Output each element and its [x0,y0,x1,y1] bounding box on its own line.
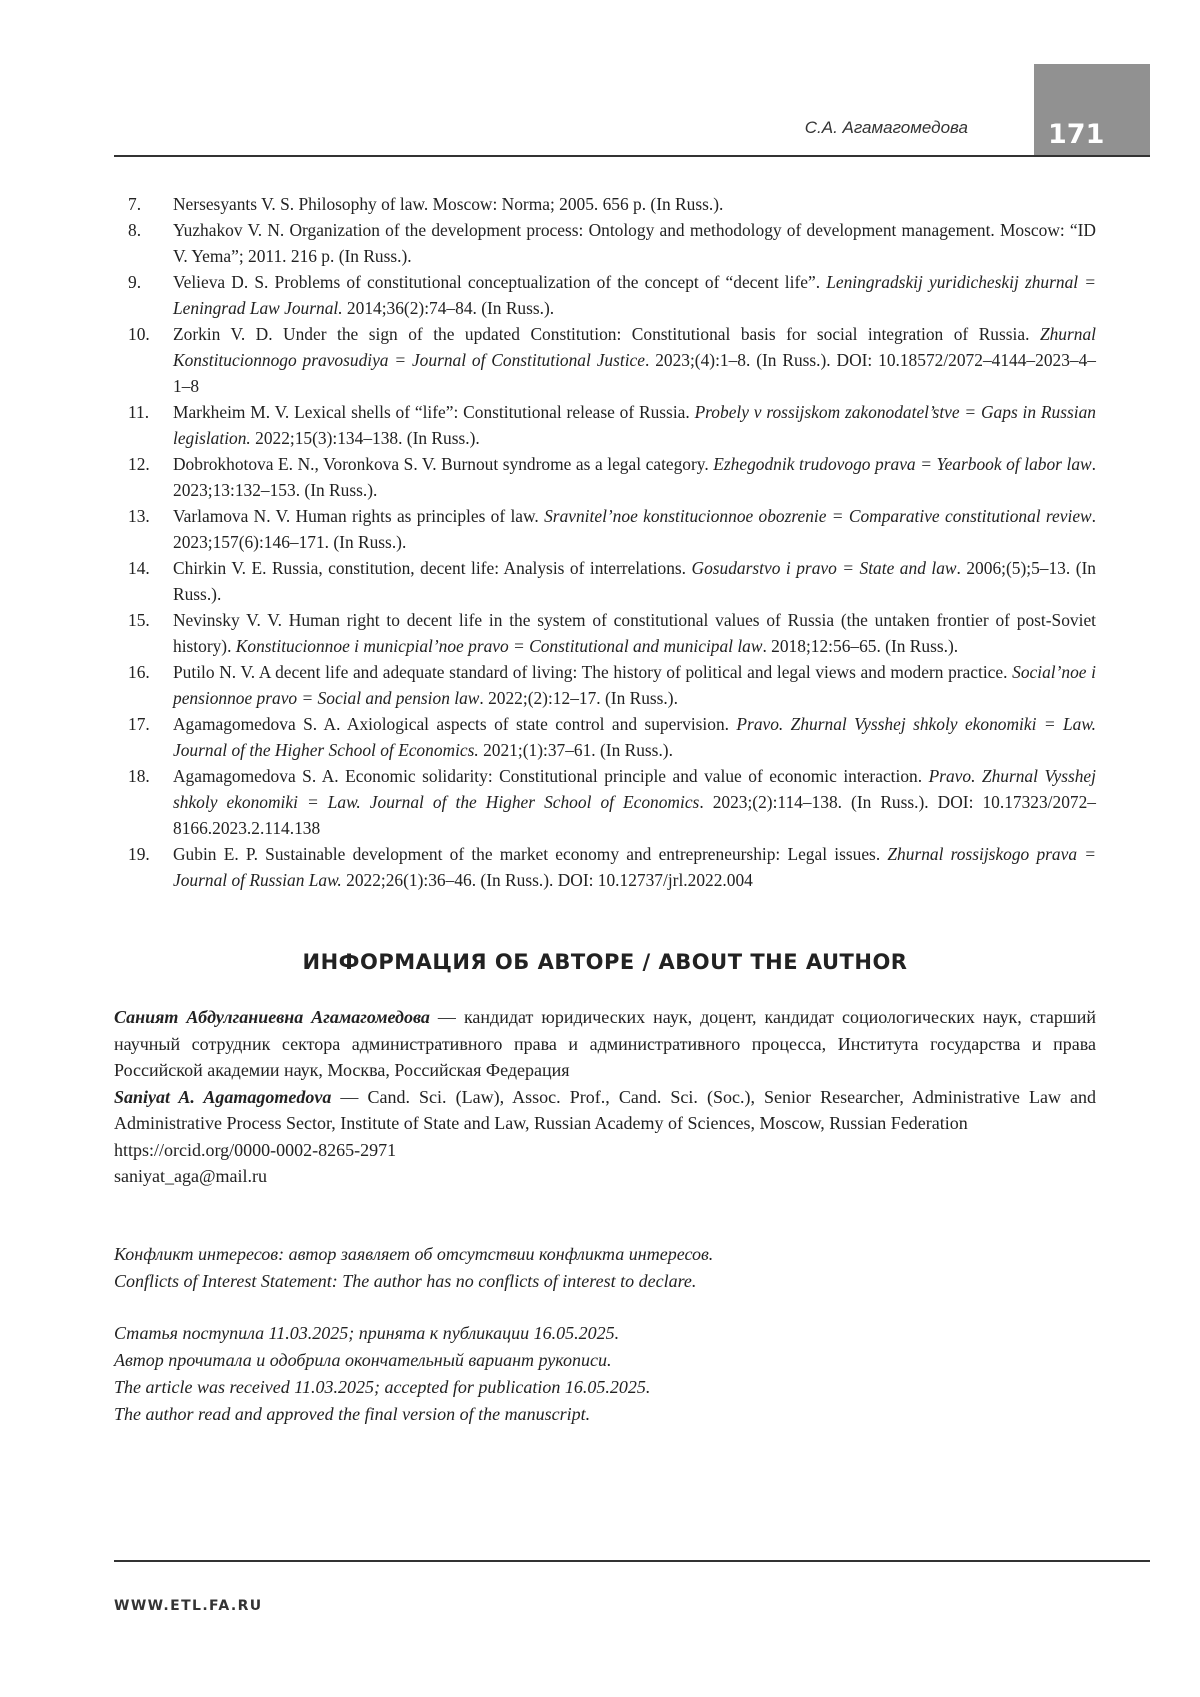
reference-text: Gubin E. P. Sustainable development of the market economy and entrepreneurship: Legal issues. [173,844,888,864]
reference-source: Gosudarstvo i pravo = State and law [691,558,957,578]
author-desc-en: — Cand. Sci. (Law), Assoc. Prof., Cand. Sci. (Soc.), Senior Researcher, Administrative Law and Administrative Process Sector, Institute of State and Law, Russian Academy of Sciences, Moscow, Russian Federation [114,1086,1097,1133]
reference-source: Social’noe i pensionnoe pravo = Social and pension law [173,662,1096,708]
dates-approved-ru: Автор прочитала и одобрила окончательный вариант рукописи. [114,1350,612,1370]
reference-text: Agamagomedova S. A. Axiological aspects of state control and supervision. [173,714,737,734]
reference-text: 2022;26(1):36–46. (In Russ.). DOI: 10.12737/jrl.2022.004 [341,870,753,890]
reference-number: 18. [128,766,150,786]
reference-text: . 2023;157(6):146–171. (In Russ.). [173,506,1097,552]
page-number: 171 [1048,119,1105,150]
reference-number: 11. [128,402,150,422]
reference-number: 10. [128,324,150,344]
reference-text: . 2023;13:132–153. (In Russ.). [173,454,1096,500]
reference-text: Zorkin V. D. Under the sign of the updated Constitution: Constitutional basis for social integration of Russia. [173,324,1040,344]
reference-item [114,555,1096,607]
reference-source: Konstitucionnoe i municpial’noe pravo = Constitutional and municipal law [235,636,763,656]
reference-source: Pravo. Zhurnal Vysshej shkoly ekonomiki = Law. Journal of the Higher School of Economics [173,766,1096,812]
conflict-en: Conflicts of Interest Statement: The author has no conflicts of interest to declare. [114,1271,697,1291]
reference-item [114,399,1096,451]
reference-text: Nevinsky V. V. Human right to decent life in the system of constitutional values of Russia (the untaken frontier of post-Soviet history). [173,610,1096,656]
reference-text: Varlamova N. V. Human rights as principles of law. [173,506,545,526]
author-info-en [114,1084,1096,1137]
reference-text: . 2023;(4):1–8. (In Russ.). DOI: 10.18572/2072–4144–2023–4–1–8 [173,350,1096,396]
reference-source: Zhurnal Konstitucionnogo pravosudiya = Journal of Constitutional Justice [173,324,1096,370]
reference-number: 14. [128,558,150,578]
reference-item [114,217,1096,269]
reference-text: Dobrokhotova E. N., Voronkova S. V. Burnout syndrome as a legal category. [173,454,714,474]
reference-text: 2022;15(3):134–138. (In Russ.). [250,428,480,448]
article-dates [114,1320,1096,1428]
dates-approved-en: The author read and approved the final version of the manuscript. [114,1404,591,1424]
reference-source: Leningradskij yuridicheskij zhurnal = Leningrad Law Journal. [173,272,1096,318]
reference-text: Nersesyants V. S. Philosophy of law. Moscow: Norma; 2005. 656 p. (In Russ.). [173,194,724,214]
reference-text: . 2022;(2):12–17. (In Russ.). [479,688,678,708]
reference-number: 8. [128,220,142,240]
reference-item [114,503,1096,555]
dates-received-en: The article was received 11.03.2025; accepted for publication 16.05.2025. [114,1377,651,1397]
reference-text: 2021;(1):37–61. (In Russ.). [478,740,673,760]
reference-item [114,763,1096,841]
reference-number: 13. [128,506,150,526]
reference-number: 16. [128,662,150,682]
author-info-ru [114,1004,1096,1084]
dates-received-ru: Статья поступила 11.03.2025; принята к публикации 16.05.2025. [114,1323,620,1343]
author-email[interactable]: saniyat_aga@mail.ru [114,1166,268,1186]
reference-source: Ezhegodnik trudovogo prava = Yearbook of labor law [713,454,1092,474]
reference-text: Yuzhakov V. N. Organization of the development process: Ontology and methodology of development management. Moscow: “ID V. Yema”; 2011. 216 p. (In Russ.). [173,220,1096,266]
reference-number: 17. [128,714,150,734]
reference-text: . 2006;(5);5–13. (In Russ.). [173,558,1096,604]
reference-text: Agamagomedova S. A. Economic solidarity: Constitutional principle and value of economic interaction. [173,766,929,786]
reference-number: 9. [128,272,142,292]
reference-text: 2014;36(2):74–84. (In Russ.). [342,298,555,318]
reference-source: Zhurnal rossijskogo prava = Journal of Russian Law. [173,844,1096,890]
reference-source: Pravo. Zhurnal Vysshej shkoly ekonomiki = Law. Journal of the Higher School of Economics. [173,714,1096,760]
reference-text: . 2023;(2):114–138. (In Russ.). DOI: 10.17323/2072–8166.2023.2.114.138 [173,792,1096,838]
running-header-author: С.А. Агамагомедова [804,118,968,137]
reference-text: Putilo N. V. A decent life and adequate standard of living: The history of political and legal views and modern practice. [173,662,1013,682]
reference-item [114,269,1096,321]
author-name-en: Saniyat A. Agamagomedova [114,1086,332,1107]
reference-text: . 2018;12:56–65. (In Russ.). [762,636,959,656]
footer-website[interactable]: WWW.ETL.FA.RU [114,1598,263,1614]
reference-item [114,659,1096,711]
reference-item [114,451,1096,503]
reference-item [114,711,1096,763]
reference-source: Probely v rossijskom zakonodatel’stve = Gaps in Russian legislation. [173,402,1097,448]
author-orcid[interactable]: https://orcid.org/0000-0002-8265-2971 [114,1139,397,1160]
references-list [114,191,1096,893]
reference-text: Markheim M. V. Lexical shells of “life”: Constitutional release of Russia. [173,402,695,422]
reference-number: 12. [128,454,150,474]
conflict-ru: Конфликт интересов: автор заявляет об отсутствии конфликта интересов. [114,1244,714,1264]
conflict-statement [114,1241,1096,1295]
reference-item [114,841,1096,893]
reference-item [114,607,1096,659]
reference-number: 19. [128,844,150,864]
reference-text: Velieva D. S. Problems of constitutional conceptualization of the concept of “decent life”. [173,272,827,292]
reference-item [114,321,1096,399]
footer-rule [114,1560,1150,1562]
reference-number: 7. [128,194,142,214]
page-number-box [1034,64,1150,156]
author-name-ru: Саният Абдулганиевна Агамагомедова [114,1007,430,1027]
reference-item [114,191,1096,217]
author-desc-ru: — кандидат юридических наук, доцент, кандидат социологических наук, старший научный сотрудник сектора административного права и административного процесса, Института государства и права Российской академии наук, Москва, Российская Федерация [114,1007,1096,1080]
about-author-title: ИНФОРМАЦИЯ ОБ АВТОРЕ / ABOUT THE AUTHOR [302,950,908,974]
reference-source: Sravnitel’noe konstitucionnoe obozrenie = Comparative constitutional review [544,506,1092,526]
header-rule [114,155,1150,157]
reference-number: 15. [128,610,150,630]
reference-text: Chirkin V. E. Russia, constitution, decent life: Analysis of interrelations. [173,558,692,578]
author-info [114,1004,1096,1190]
